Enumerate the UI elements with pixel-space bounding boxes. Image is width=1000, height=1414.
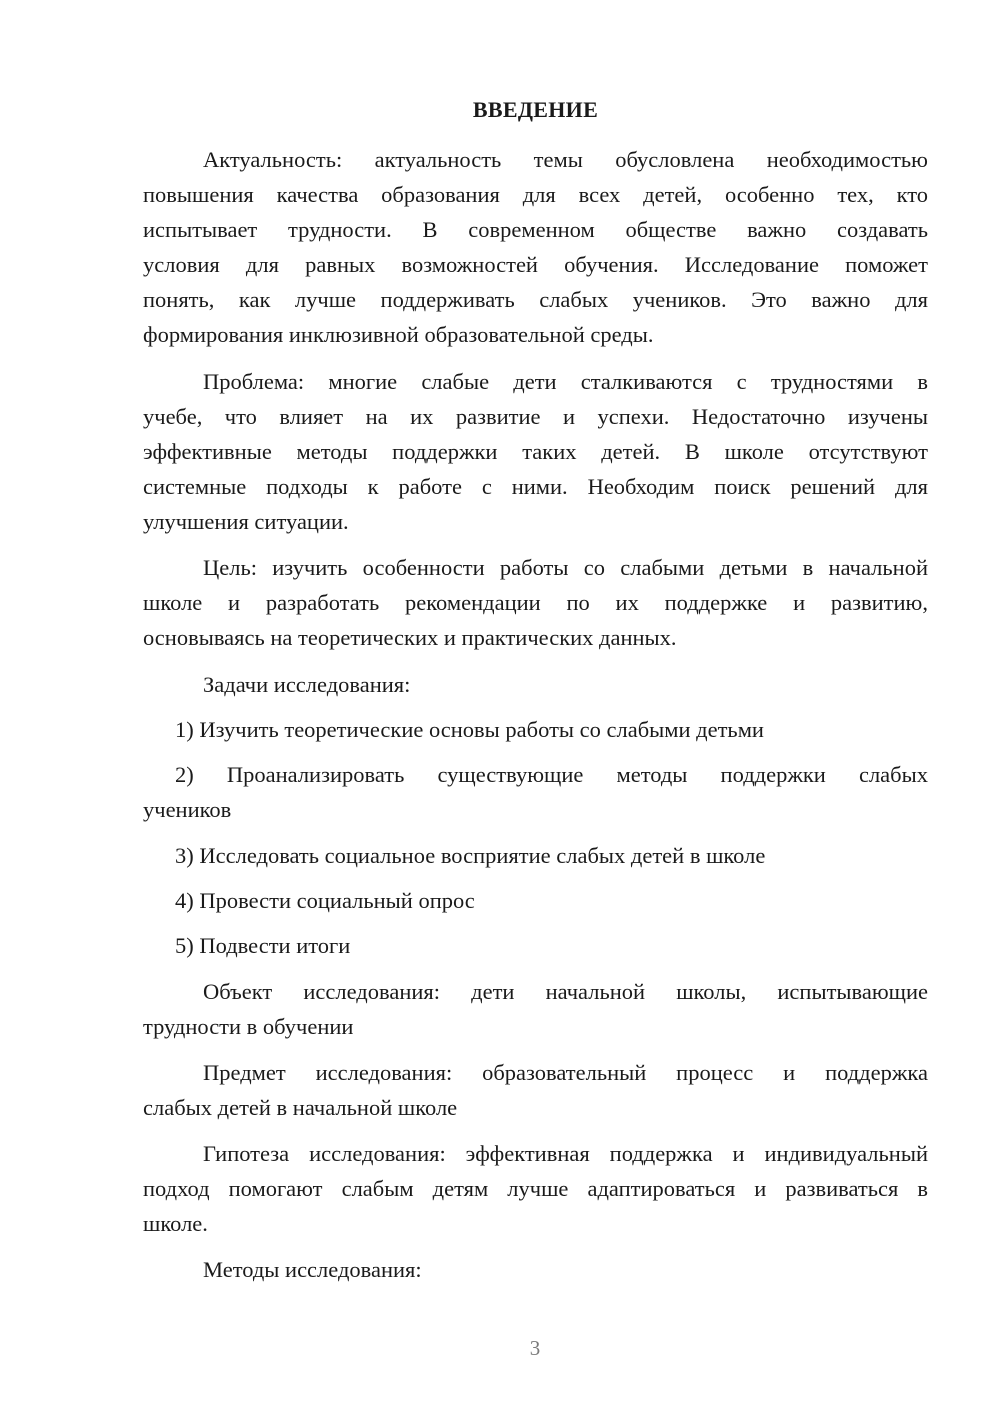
list-item-task-4: [143, 883, 928, 918]
paragraph-subject: [143, 1055, 928, 1125]
page-title: ВВЕДЕНИЕ: [472, 97, 599, 122]
paragraph-methods-title: [143, 1252, 928, 1287]
text-line: Методы исследования:: [203, 1257, 422, 1282]
text-line: 1) Изучить теоретические основы работы со слабыми детьми: [175, 717, 764, 742]
text-line: Проблема: многие слабые дети сталкиваются с трудностями в: [203, 369, 928, 394]
text-line: повышения качества образования для всех детей, особенно тех, кто: [143, 182, 928, 207]
paragraph-relevance: [143, 142, 928, 352]
paragraph-problem: [143, 364, 928, 539]
text-line: учебе, что влияет на их развитие и успехи. Недостаточно изучены: [143, 404, 928, 429]
text-line: 5) Подвести итоги: [175, 933, 351, 958]
text-line: учеников: [143, 797, 232, 822]
list-item-task-3: [143, 838, 928, 873]
text-line: подход помогают слабым детям лучше адаптироваться и развиваться в: [143, 1176, 928, 1201]
paragraph-goal: [143, 550, 928, 655]
text-line: условия для равных возможностей обучения. Исследование поможет: [143, 252, 928, 277]
list-item-task-1: [143, 712, 928, 747]
paragraph-tasks-title: [143, 667, 928, 702]
text-line: Объект исследования: дети начальной школы, испытывающие: [203, 979, 928, 1004]
text-line: Предмет исследования: образовательный процесс и поддержка: [203, 1060, 928, 1085]
text-line: слабых детей в начальной школе: [143, 1095, 458, 1120]
text-line: эффективные методы поддержки таких детей. В школе отсутствуют: [143, 439, 928, 464]
page-number: 3: [529, 1336, 541, 1360]
text-line: испытывает трудности. В современном обществе важно создавать: [143, 217, 928, 242]
text-line: системные подходы к работе с ними. Необходим поиск решений для: [143, 474, 928, 499]
text-line: 3) Исследовать социальное восприятие слабых детей в школе: [175, 843, 766, 868]
text-line: 4) Провести социальный опрос: [175, 888, 475, 913]
text-line: школе.: [143, 1211, 208, 1236]
paragraph-hypothesis: [143, 1136, 928, 1241]
text-line: трудности в обучении: [143, 1014, 354, 1039]
list-item-task-2: [143, 757, 928, 827]
text-line: 2) Проанализировать существующие методы поддержки слабых: [175, 762, 928, 787]
text-line: улучшения ситуации.: [143, 509, 349, 534]
text-line: основываясь на теоретических и практических данных.: [143, 625, 677, 650]
text-line: Актуальность: актуальность темы обусловлена необходимостью: [203, 147, 928, 172]
text-line: Цель: изучить особенности работы со слабыми детьми в начальной: [203, 555, 928, 580]
text-line: формирования инклюзивной образовательной среды.: [143, 322, 654, 347]
text-line: Гипотеза исследования: эффективная поддержка и индивидуальный: [203, 1141, 928, 1166]
text-line: понять, как лучше поддерживать слабых учеников. Это важно для: [143, 287, 928, 312]
text-line: школе и разработать рекомендации по их поддержке и развитию,: [143, 590, 928, 615]
paragraph-object: [143, 974, 928, 1044]
list-item-task-5: [143, 928, 928, 963]
text-line: Задачи исследования:: [203, 672, 411, 697]
